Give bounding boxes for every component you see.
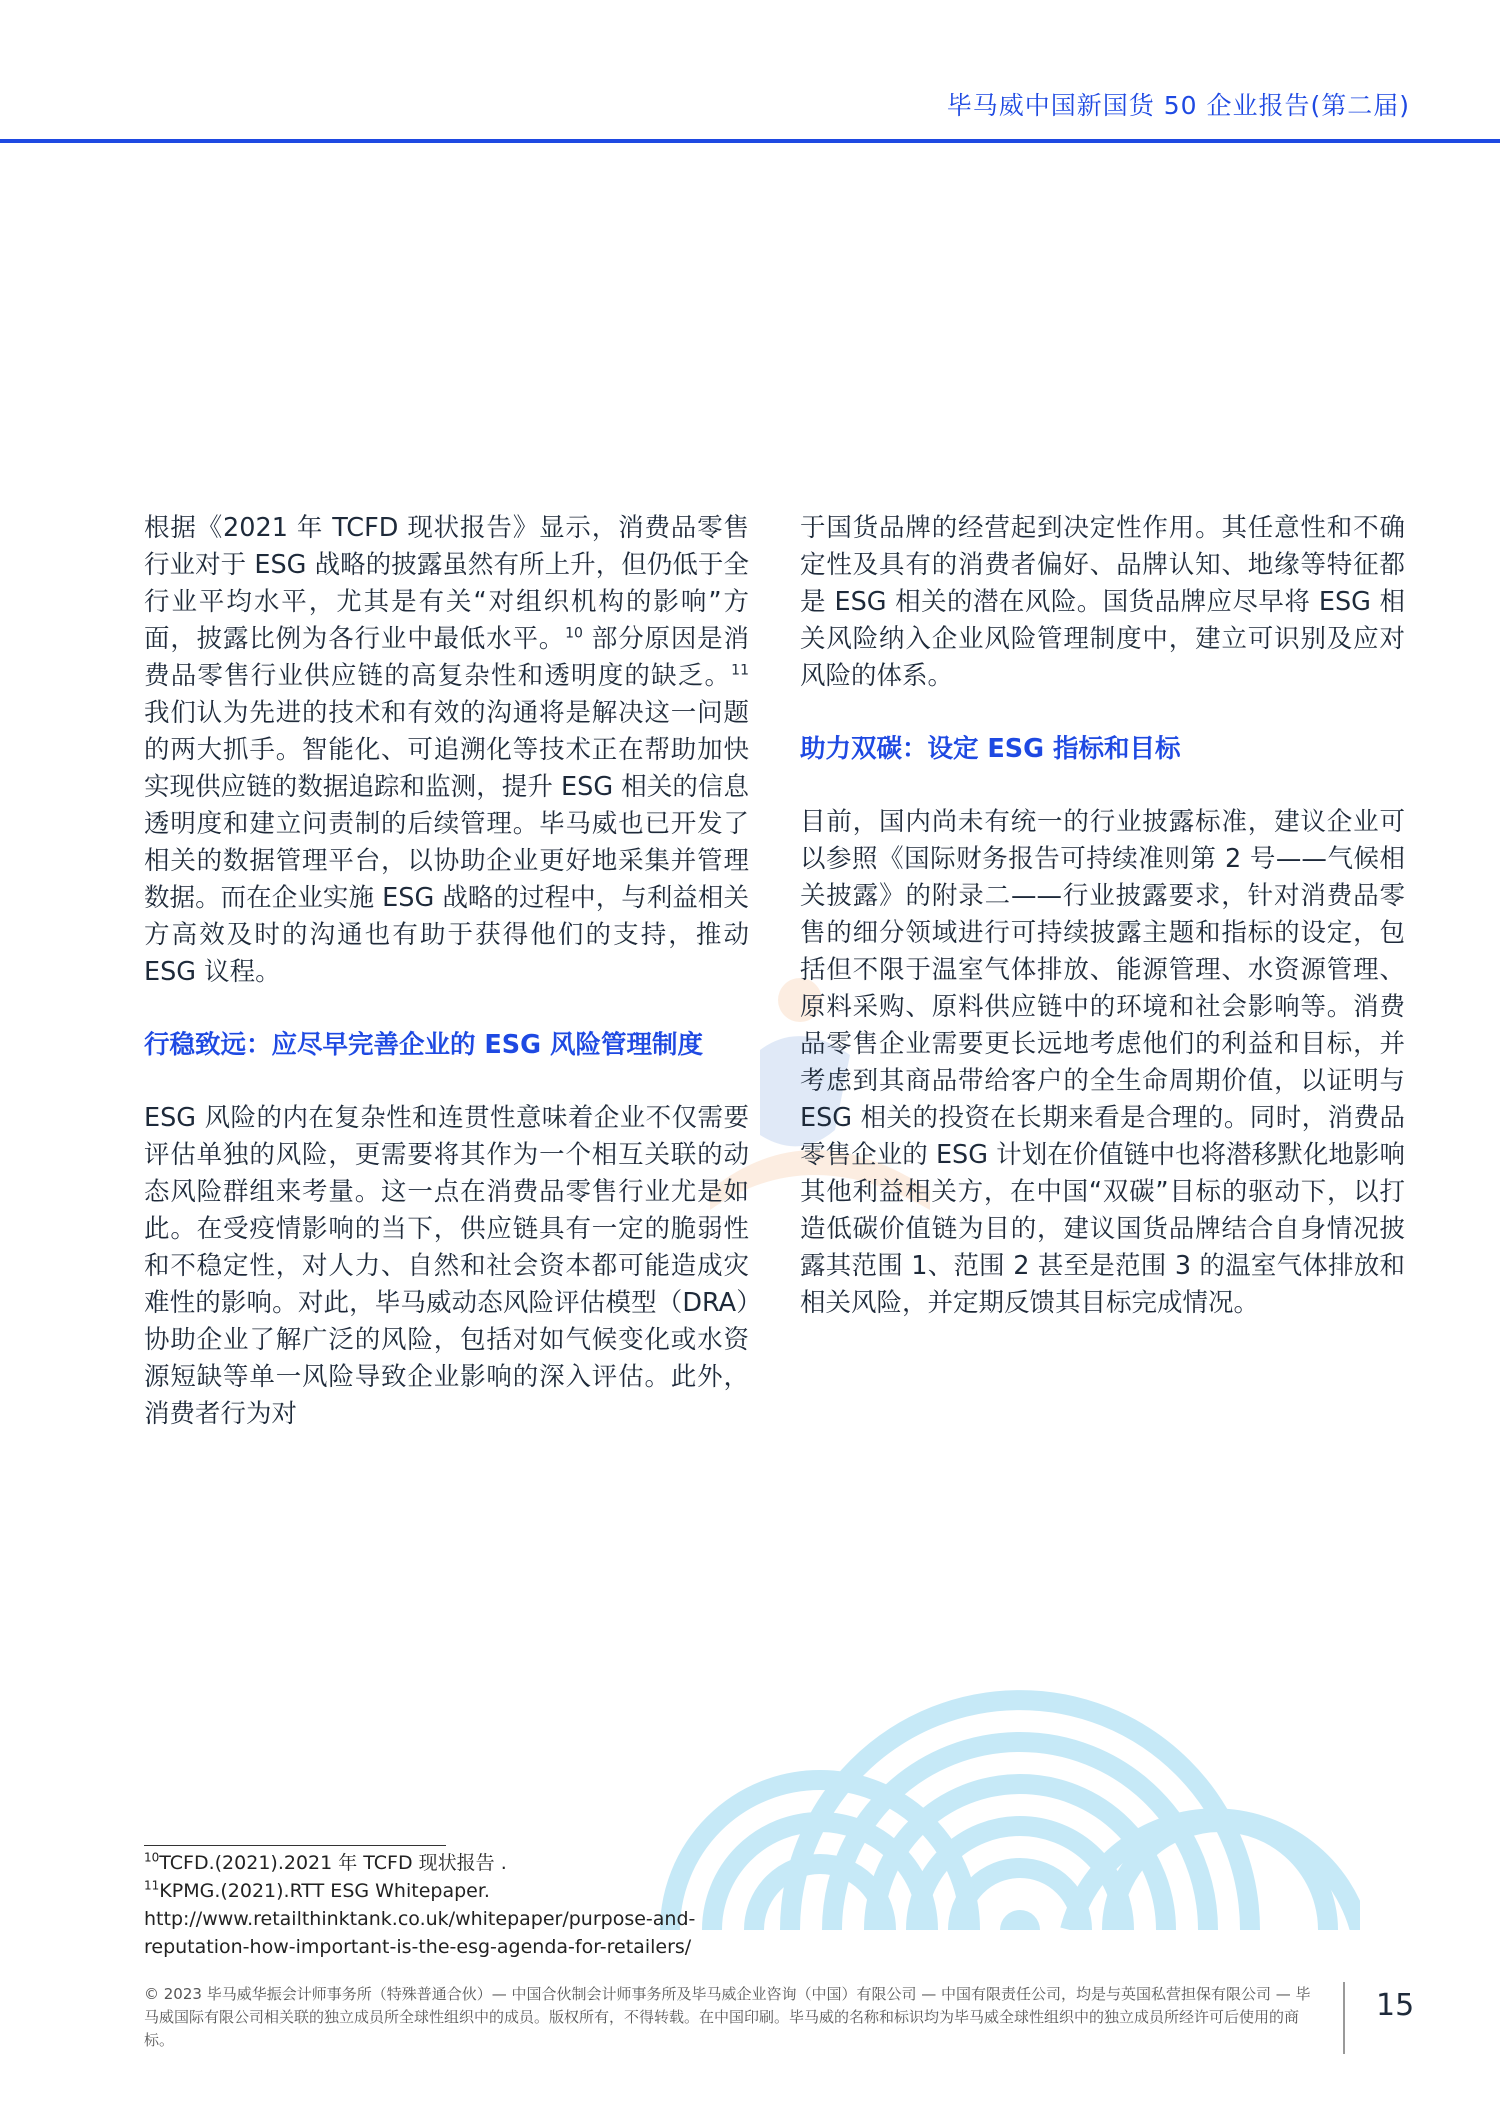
- section-heading-risk: 行稳致远：应尽早完善企业的 ESG 风险管理制度: [144, 1030, 703, 1060]
- left-paragraph-2: ESG 风险的内在复杂性和连贯性意味着企业不仅需要评估单独的风险，更需要将其作为一个相互关联的动态风险群组来考量。这一点在消费品零售行业尤是如此。在受疫情影响的当下，供应链具有一定的脆弱性和不稳定性，对人力、自然和社会资本都可能造成灾难性的影响。对此，毕马威动态风险评估模型（DRA）协助企业了解广泛的风险，包括对如气候变化或水资源短缺等单一风险导致企业影响的深入评估。此外，消费者行为对: [144, 1103, 749, 1429]
- section-heading-dual-carbon: 助力双碳：设定 ESG 指标和目标: [800, 734, 1181, 764]
- footnote-11-link[interactable]: KPMG.(2021).RTT ESG Whitepaper. http://www.retailthinktank.co.uk/whitepaper/purpose-and-reputation-how-important-is-the-esg-agenda-for-retailers/: [144, 1880, 696, 1958]
- left-paragraph-1: 根据《2021 年 TCFD 现状报告》显示，消费品零售行业对于 ESG 战略的披露虽然有所上升，但仍低于全行业平均水平，尤其是有关“对组织机构的影响”方面，披露比例为各行业中最低水平。$^{10}$ 部分原因是消费品零售行业供应链的高复杂性和透明度的缺乏。$^{11}$ 我们认为先进的技术和有效的沟通将是解决这一问题的两大抓手。智能化、可追溯化等技术正在帮助加快实现供应链的数据追踪和监测，提升 ESG 相关的信息透明度和建立问责制的后续管理。毕马威也已开发了相关的数据管理平台，以协助企业更好地采集并管理数据。而在企业实施 ESG 战略的过程中，与利益相关方高效及时的沟通也有助于获得他们的支持，推动 ESG 议程。: [144, 513, 749, 987]
- footnote-ref-11[interactable]: 11: [731, 662, 749, 679]
- decorative-arcs: [660, 1590, 1360, 1930]
- left-column: [144, 510, 749, 1469]
- right-paragraph-2: 目前，国内尚未有统一的行业披露标准，建议企业可以参照《国际财务报告可持续准则第 2 号——气候相关披露》的附录二——行业披露要求，针对消费品零售的细分领域进行可持续披露主题和指标的设定，包括但不限于温室气体排放、能源管理、水资源管理、原料采购、原料供应链中的环境和社会影响等。消费品零售企业需要更长远地考虑他们的利益和目标，并考虑到其商品带给客户的全生命周期价值，以证明与 ESG 相关的投资在长期来看是合理的。同时，消费品零售企业的 ESG 计划在价值链中也将潜移默化地影响其他利益相关方，在中国“双碳”目标的驱动下，以打造低碳价值链为目的，建议国货品牌结合自身情况披露其范围 1、范围 2 甚至是范围 3 的温室气体排放和相关风险，并定期反馈其目标完成情况。: [800, 807, 1405, 1318]
- page-number: 15: [1376, 1988, 1415, 2023]
- right-column: [800, 510, 1405, 1358]
- footnote-divider: [144, 1845, 446, 1846]
- report-title: 毕马威中国新国货 50 企业报告(第二届): [946, 91, 1410, 120]
- footnote-11: $^{11}$KPMG.(2021).RTT ESG Whitepaper. http://www.retailthinktank.co.uk/whitepaper/purpose-and-reputation-how-important-is-the-esg-agenda-for-retailers/: [144, 1878, 696, 1958]
- page-number-divider: [1343, 1982, 1345, 2054]
- footnotes: [144, 1849, 744, 1961]
- header-divider: [0, 139, 1500, 143]
- footnote-10: $^{10}$TCFD.(2021).2021 年 TCFD 现状报告 .: [144, 1850, 507, 1874]
- right-paragraph-1: 于国货品牌的经营起到决定性作用。其任意性和不确定性及具有的消费者偏好、品牌认知、地缘等特征都是 ESG 相关的潜在风险。国货品牌应尽早将 ESG 相关风险纳入企业风险管理制度中，建立可识别及应对风险的体系。: [800, 513, 1405, 691]
- legal-disclaimer: © 2023 毕马威华振会计师事务所（特殊普通合伙）— 中国合伙制会计师事务所及毕马威企业咨询（中国）有限公司 — 中国有限责任公司，均是与英国私营担保有限公司 — 毕马威国际有限公司相关联的独立成员所全球性组织中的成员。版权所有，不得转载。在中国印刷。毕马威的名称和标识均为毕马威全球性组织中的独立成员所经许可后使用的商标。: [144, 1985, 1311, 2049]
- footnote-ref-10[interactable]: 10: [565, 625, 583, 642]
